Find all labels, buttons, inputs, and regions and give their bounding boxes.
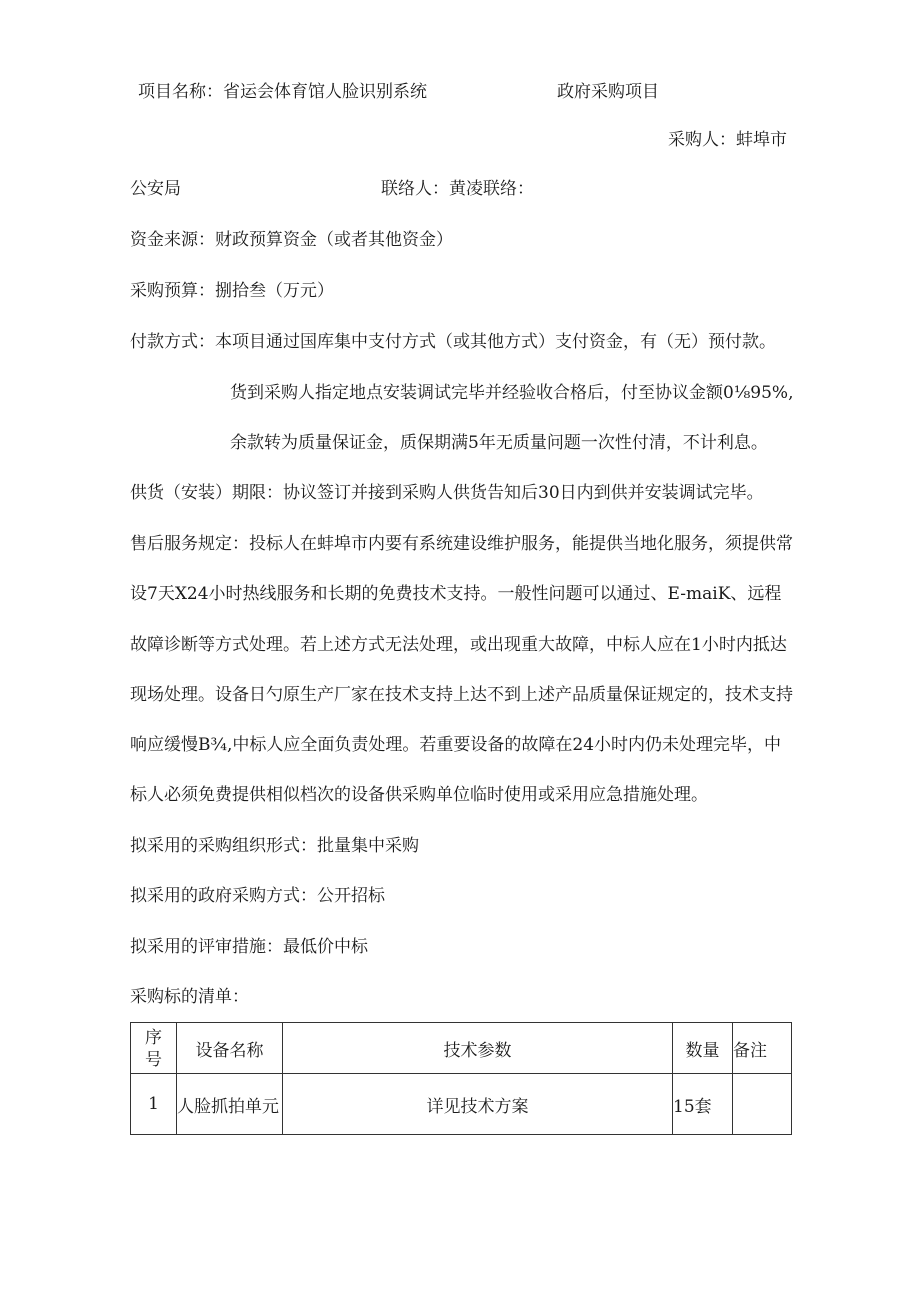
evaluation-method: 拟采用的评审措施：最低价中标: [130, 937, 368, 957]
header-specs: 技术参数: [283, 1023, 673, 1074]
header-index: [131, 1023, 177, 1074]
header-index-bottom: 号: [145, 1050, 162, 1070]
table-header-row: [131, 1023, 792, 1074]
list-title: 采购标的清单：: [130, 987, 249, 1007]
header-name: 设备名称: [177, 1023, 283, 1074]
row-index: 1: [131, 1074, 177, 1135]
header-index-top: 序: [145, 1028, 162, 1048]
row-qty: 15套: [673, 1074, 733, 1135]
row-name: 人脸抓拍单元: [177, 1074, 283, 1135]
payment-method: 付款方式：本项目通过国库集中支付方式（或其他方式）支付资金，有（无）预付款。: [130, 332, 776, 352]
header-note: 备注: [733, 1023, 792, 1074]
buyer-prefix: 采购人：蚌埠市: [668, 130, 787, 150]
service-line: 故障诊断等方式处理。若上述方式无法处理，或出现重大故障，中标人应在1小时内抵达: [130, 635, 787, 655]
contact: 联络人：黄凌联络：: [381, 179, 534, 199]
service-line: 响应缓慢B¾,中标人应全面负责处理。若重要设备的故障在24小时内仍未处理完毕，中: [130, 735, 782, 755]
row-note: [733, 1074, 792, 1135]
org-form: 拟采用的采购组织形式：批量集中采购: [130, 836, 419, 856]
service-line: 售后服务规定：投标人在蚌埠市内要有系统建设维护服务，能提供当地化服务，须提供常: [130, 534, 793, 554]
funding-source: 资金来源：财政预算资金（或者其他资金）: [130, 230, 453, 250]
payment-terms-line: 货到采购人指定地点安装调试完毕并经验收合格后，付至协议金额0⅛95%,: [230, 383, 794, 403]
project-name: 项目名称：省运会体育馆人脸识别系统: [138, 82, 427, 102]
procurement-method: 拟采用的政府采购方式：公开招标: [130, 886, 385, 906]
buyer-suffix: 公安局: [130, 179, 181, 199]
row-specs: 详见技术方案: [283, 1074, 673, 1135]
header-qty: 数量: [673, 1023, 733, 1074]
table-row: [131, 1074, 792, 1135]
budget: 采购预算：捌拾叁（万元）: [130, 281, 334, 301]
service-line: 现场处理。设备日勺原生产厂家在技术支持上达不到上述产品质量保证规定的，技术支持: [130, 685, 793, 705]
payment-terms-line: 余款转为质量保证金，质保期满5年无质量问题一次性付清，不计利息。: [230, 433, 768, 453]
service-line: 标人必须免费提供相似档次的设备供采购单位临时使用或采用应急措施处理。: [130, 785, 708, 805]
procurement-table: [130, 1022, 792, 1135]
delivery-period: 供货（安装）期限：协议签订并接到采购人供货告知后30日内到供并安装调试完毕。: [130, 483, 764, 503]
project-type: 政府采购项目: [557, 82, 659, 102]
service-line: 设7天X24小时热线服务和长期的免费技术支持。一般性问题可以通过、E-maiK、远程: [130, 584, 782, 604]
